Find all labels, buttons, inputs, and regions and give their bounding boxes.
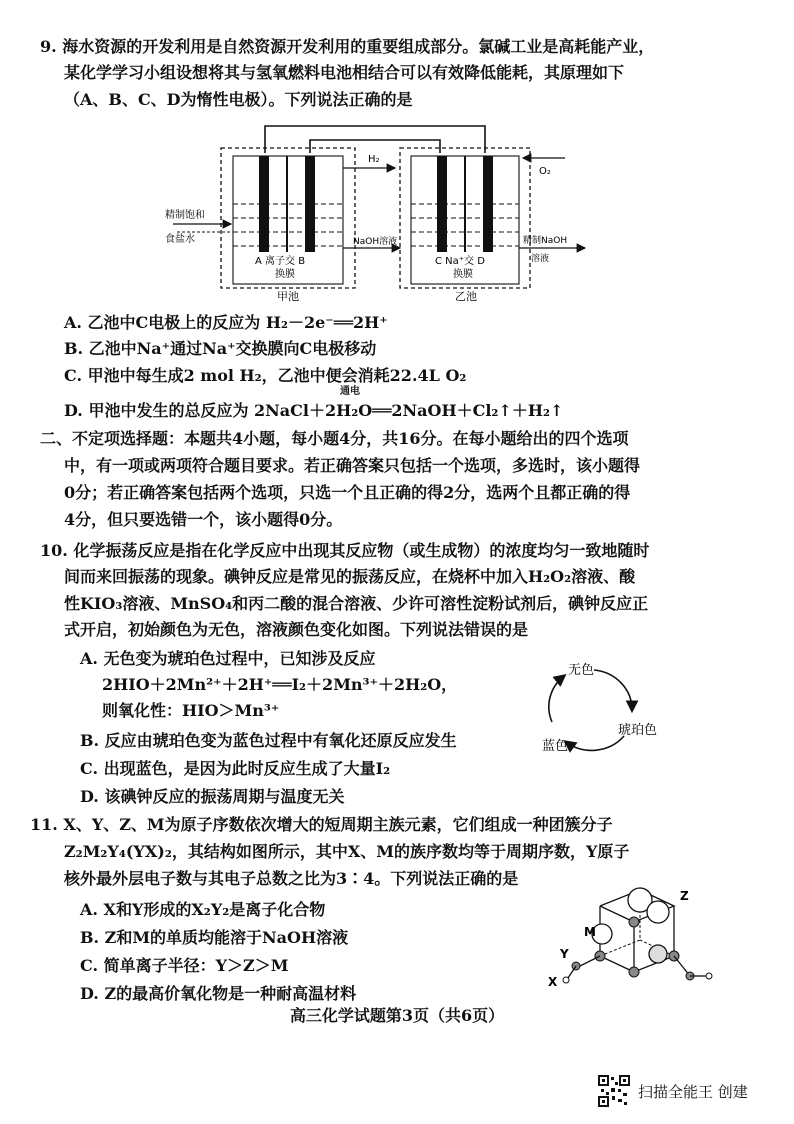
atom-y-2 — [629, 967, 639, 977]
q9-option-d-condition: 通电 — [340, 386, 360, 397]
section2-line-3: 0分；若正确答案包括两个选项，只选一个且正确的得2分，选两个且都正确的得 — [64, 483, 631, 502]
q9-option-b: B. 乙池中Na⁺通过Na⁺交换膜向C电极移动 — [64, 339, 377, 358]
page-footer: 高三化学试题第3页（共6页） — [289, 1006, 505, 1025]
section2-line-4: 4分，但只要选错一个，该小题得0分。 — [64, 510, 343, 529]
right-electrode-labels: C Na⁺交 D — [435, 256, 485, 267]
cluster-structure-diagram — [540, 876, 720, 994]
naoh-mid-label: NaOH溶液 — [353, 237, 398, 247]
outlet-label-1: 精制NaOH — [523, 236, 568, 246]
q10-option-a-conclusion: 则氧化性：HIO＞Mn³⁺ — [102, 701, 280, 720]
left-membrane-label: 换膜 — [275, 269, 295, 280]
atom-x-2 — [706, 973, 712, 979]
atom-x-1 — [563, 977, 569, 983]
section2-line-1: 二、不定项选择题：本题共4小题，每小题4分，共16分。在每小题给出的四个选项 — [40, 429, 629, 448]
color-cycle-diagram — [528, 658, 678, 768]
electrochemical-cell-diagram — [155, 118, 595, 308]
q11-line-2: Z₂M₂Y₄(YX)₂，其结构如图所示，其中X、M的族序数均等于周期序数，Y原子 — [64, 842, 630, 861]
scanner-label: 扫描全能王 创建 — [638, 1082, 748, 1101]
q10-line-4: 式开启，初始颜色为无色，溶液颜色变化如图。下列说法错误的是 — [64, 620, 529, 639]
label-m: M — [584, 925, 596, 939]
label-z: Z — [680, 889, 689, 903]
left-cell-label: 甲池 — [277, 290, 299, 303]
label-y: Y — [560, 947, 569, 961]
q10-line-1: 10. 化学振荡反应是指在化学反应中出现其反应物（或生成物）的浓度均匀一致地随时 — [40, 541, 650, 560]
electrode-b — [305, 156, 315, 252]
q11-option-c: C. 简单离子半径：Y＞Z＞M — [80, 956, 289, 975]
q9-line-1: 9. 海水资源的开发利用是自然资源开发利用的重要组成部分。氯碱工业是高耗能产业， — [40, 37, 655, 56]
q10-option-d: D. 该碘钟反应的振荡周期与温度无关 — [80, 787, 345, 806]
cycle-amber: 琥珀色 — [618, 723, 658, 738]
electrode-d — [483, 156, 493, 252]
q11-option-d: D. Z的最高价氧化物是一种耐高温材料 — [80, 984, 357, 1003]
q11-option-b: B. Z和M的单质均能溶于NaOH溶液 — [80, 928, 349, 947]
q11-line-3: 核外最外层电子数与其电子总数之比为3∶4。下列说法正确的是 — [64, 869, 519, 888]
cycle-colorless: 无色 — [568, 663, 595, 678]
label-x: X — [548, 975, 558, 989]
q9-option-c: C. 甲池中每生成2 mol H₂，乙池中便会消耗22.4L O₂ — [64, 366, 467, 385]
right-cell-label: 乙池 — [455, 290, 477, 303]
outlet-label-2: 溶液 — [531, 254, 550, 264]
right-membrane-label: 换膜 — [453, 269, 473, 280]
q9-option-a: A. 乙池中C电极上的反应为 H₂－2e⁻══2H⁺ — [64, 313, 388, 332]
q10-line-3: 性KIO₃溶液、MnSO₄和丙二酸的混合溶液、少许可溶性淀粉试剂后，碘钟反应正 — [64, 594, 649, 613]
q9-line-2: 某化学学习小组设想将其与氢氧燃料电池相结合可以有效降低能耗，其原理如下 — [64, 63, 625, 82]
cycle-blue: 蓝色 — [542, 739, 569, 754]
q10-line-2: 间而来回振荡的现象。碘钟反应是常见的振荡反应，在烧杯中加入H₂O₂溶液、酸 — [64, 567, 636, 586]
q10-option-b: B. 反应由琥珀色变为蓝色过程中有氧化还原反应发生 — [80, 731, 457, 750]
inlet-label-1: 精制饱和 — [165, 210, 205, 221]
scanner-watermark — [598, 1075, 748, 1107]
left-electrode-labels: A 离子交 B — [255, 256, 306, 267]
q10-option-c: C. 出现蓝色，是因为此时反应生成了大量I₂ — [80, 759, 391, 778]
atom-z-2 — [647, 901, 669, 923]
q11-option-a: A. X和Y形成的X₂Y₂是离子化合物 — [80, 900, 326, 919]
h2-label: H₂ — [368, 154, 380, 165]
atom-y-4 — [629, 917, 639, 927]
q11-line-1: 11. X、Y、Z、M为原子序数依次增大的短周期主族元素，它们组成一种团簇分子 — [30, 815, 613, 834]
electrode-a — [259, 156, 269, 252]
q9-line-3: （A、B、C、D为惰性电极）。下列说法正确的是 — [64, 90, 413, 109]
q10-option-a: A. 无色变为琥珀色过程中，已知涉及反应 — [80, 649, 376, 668]
atom-m-2 — [649, 945, 667, 963]
q9-option-d: D. 甲池中发生的总反应为 2NaCl＋2H₂O══2NaOH＋Cl₂↑＋H₂↑ — [64, 401, 564, 420]
electrode-c — [437, 156, 447, 252]
q10-option-a-equation: 2HIO＋2Mn²⁺＋2H⁺══I₂＋2Mn³⁺＋2H₂O， — [102, 675, 458, 694]
inlet-label-2: 食盐水 — [165, 234, 195, 245]
qr-code-icon — [598, 1075, 630, 1107]
section2-line-2: 中，有一项或两项符合题目要求。若正确答案只包括一个选项，多选时，该小题得 — [64, 456, 641, 475]
o2-label: O₂ — [539, 166, 551, 177]
